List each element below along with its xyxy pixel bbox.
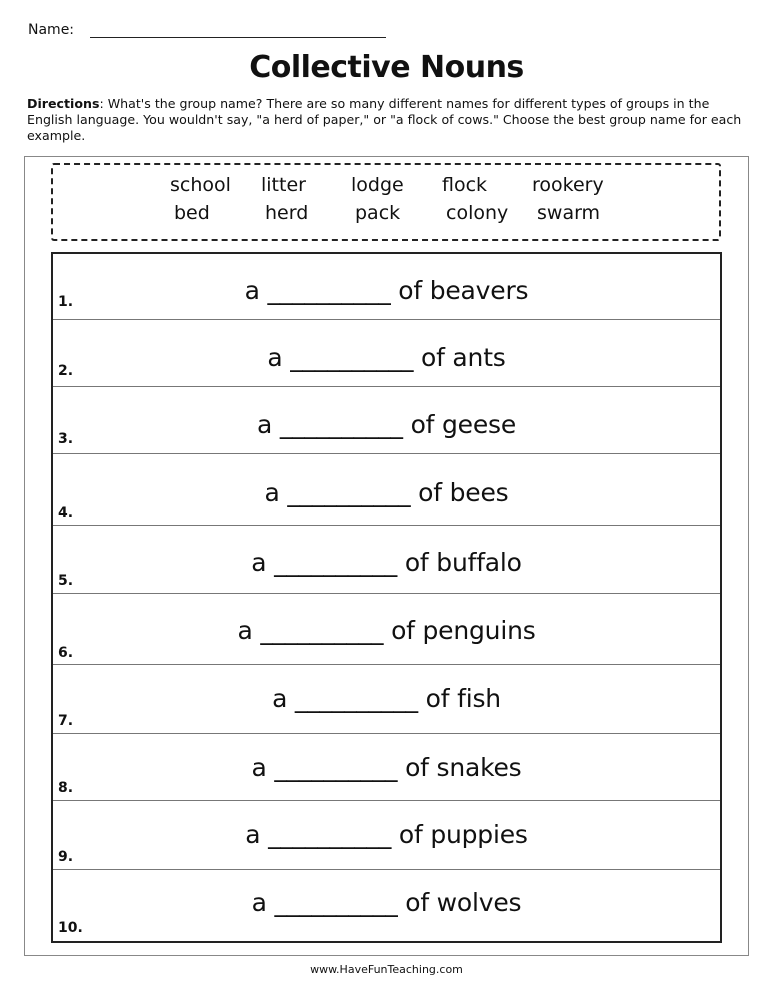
page-title: Collective Nouns	[249, 50, 524, 85]
word-bank	[51, 163, 721, 241]
question-number: 1.	[58, 294, 74, 310]
question-row[interactable]	[53, 320, 720, 387]
word-bank-word: rookery	[532, 174, 604, 196]
footer-url: www.HaveFunTeaching.com	[310, 963, 463, 976]
word-bank-word: school	[170, 174, 231, 196]
question-text: a __________ of fish	[272, 684, 501, 713]
question-row[interactable]	[53, 870, 720, 941]
question-number: 5.	[58, 573, 74, 589]
answer-table	[51, 252, 722, 943]
word-bank-row	[53, 174, 719, 200]
word-bank-word: flock	[442, 174, 488, 196]
word-bank-row	[53, 202, 719, 228]
question-text: a __________ of buffalo	[251, 548, 522, 577]
question-number: 3.	[58, 431, 74, 447]
question-number: 8.	[58, 780, 74, 796]
question-number: 2.	[58, 363, 74, 379]
word-bank-word: litter	[261, 174, 306, 196]
directions-label: Directions	[27, 96, 100, 111]
word-bank-word: lodge	[351, 174, 404, 196]
word-bank-word: bed	[174, 202, 210, 224]
question-number: 9.	[58, 849, 74, 865]
word-bank-word: colony	[446, 202, 509, 224]
question-row[interactable]	[53, 665, 720, 734]
word-bank-word: herd	[265, 202, 309, 224]
question-text: a __________ of bees	[264, 478, 509, 507]
question-row[interactable]	[53, 454, 720, 526]
question-number: 10.	[58, 920, 83, 936]
question-text: a __________ of wolves	[251, 888, 522, 917]
question-number: 4.	[58, 505, 74, 521]
question-number: 7.	[58, 713, 74, 729]
question-row[interactable]	[53, 526, 720, 594]
question-text: a __________ of beavers	[244, 276, 529, 305]
word-bank-word: swarm	[537, 202, 601, 224]
word-bank-word: pack	[355, 202, 401, 224]
question-text: a __________ of ants	[267, 343, 506, 372]
question-text: a __________ of puppies	[245, 820, 528, 849]
question-text: a __________ of geese	[256, 410, 517, 439]
question-row[interactable]	[53, 734, 720, 801]
directions	[27, 96, 747, 144]
question-row[interactable]	[53, 254, 720, 320]
question-row[interactable]	[53, 801, 720, 870]
directions-text: : What's the group name? There are so many different names for different types of groups in the English language. You wouldn't say, "a herd of paper," or "a flock of cows." Choose the best group name for each example.	[27, 96, 742, 143]
question-number: 6.	[58, 645, 74, 661]
question-row[interactable]	[53, 387, 720, 454]
question-text: a __________ of snakes	[251, 753, 522, 782]
question-text: a __________ of penguins	[237, 616, 536, 645]
name-field[interactable]	[90, 37, 386, 38]
question-row[interactable]	[53, 594, 720, 665]
name-label: Name:	[28, 22, 75, 38]
